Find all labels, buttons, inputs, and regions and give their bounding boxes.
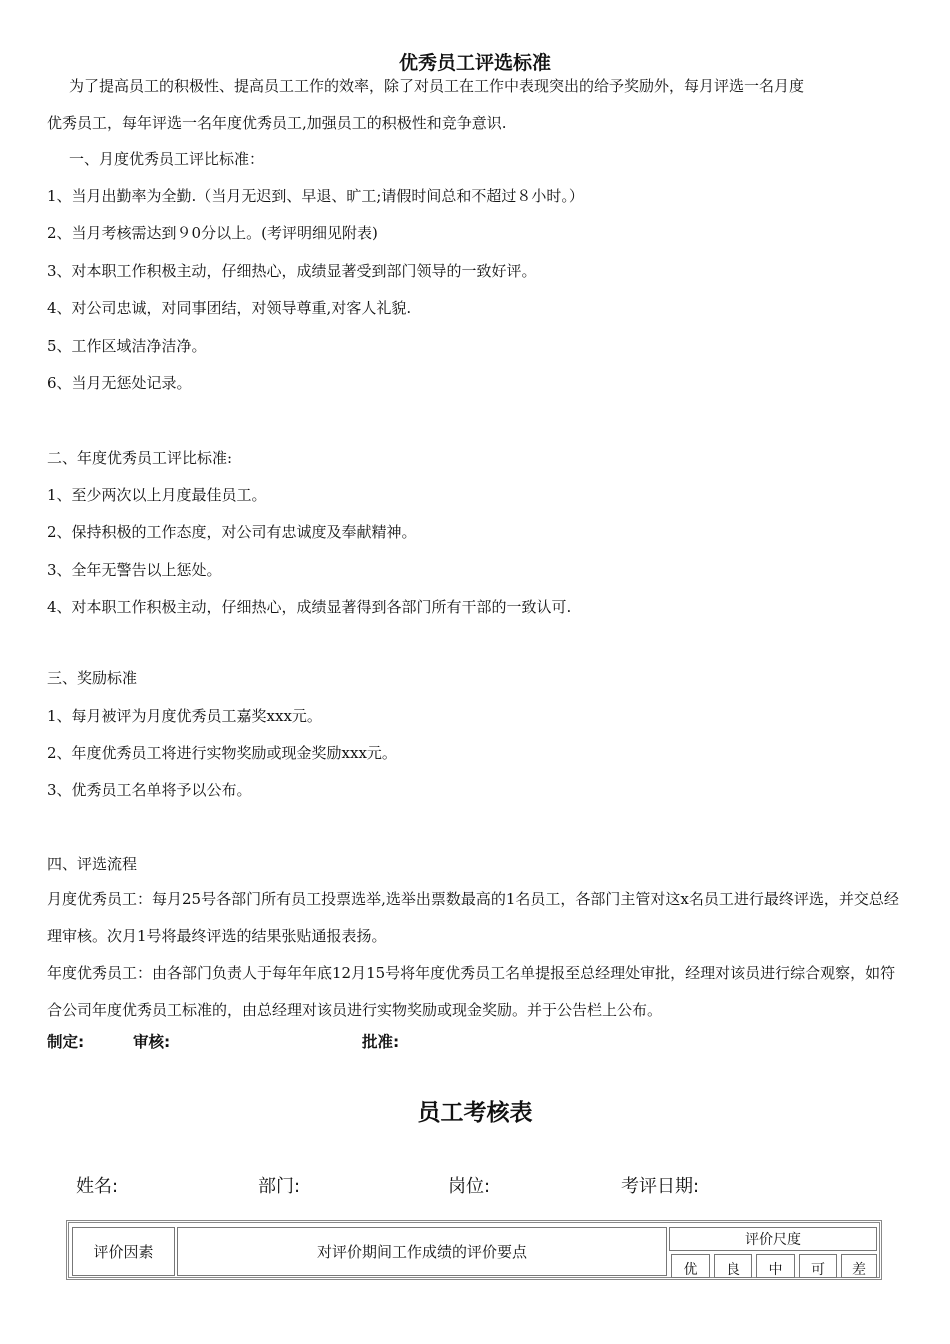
annual-item-2: 2、保持积极的工作态度，对公司有忠诚度及奉献精神。 xyxy=(47,523,417,541)
table-header-factor xyxy=(72,1227,175,1276)
field-post-label: 岗位: xyxy=(448,1176,491,1197)
grade-good xyxy=(714,1254,752,1278)
monthly-item-1: 1、当月出勤率为全勤.（当月无迟到、早退、旷工;请假时间总和不超过８小时。） xyxy=(47,187,584,205)
process-annual-text: 年度优秀员工：由各部门负责人于每年年底12月15号将年度优秀员工名单提报至总经理处审批，经理对该员进行综合观察，如符合公司年度优秀员工标准的，由总经理对该员进行实物奖励或现金奖励。并于公告栏上公布。 xyxy=(47,964,896,1019)
grade-average-text: 中 xyxy=(768,1262,783,1278)
monthly-item-5: 5、工作区域洁净洁净。 xyxy=(47,337,207,355)
monthly-heading: 一、月度优秀员工评比标准： xyxy=(69,150,265,168)
grade-fair xyxy=(799,1254,837,1278)
table-header-scale-text: 评价尺度 xyxy=(745,1232,801,1248)
signoff-made: 制定: xyxy=(47,1033,85,1051)
process-monthly-text: 月度优秀员工：每月25号各部门所有员工投票选举,选举出票数最高的1名员工，各部门主管对这x名员工进行最终评选，并交总经理审核。次月1号将最终评选的结果张贴通报表扬。 xyxy=(47,890,899,945)
field-date-label: 考评日期: xyxy=(621,1176,700,1197)
monthly-item-3: 3、对本职工作积极主动，仔细热心，成绩显著受到部门领导的一致好评。 xyxy=(47,262,537,280)
field-dept-label: 部门: xyxy=(258,1176,301,1197)
grade-excellent-text: 优 xyxy=(683,1262,698,1278)
table-header-scale xyxy=(669,1227,877,1251)
reward-item-1: 1、每月被评为月度优秀员工嘉奖xxx元。 xyxy=(47,707,322,725)
annual-item-4: 4、对本职工作积极主动，仔细热心，成绩显著得到各部门所有干部的一致认可. xyxy=(47,598,572,616)
grade-poor xyxy=(841,1254,877,1278)
grade-excellent xyxy=(671,1254,710,1278)
reward-item-2: 2、年度优秀员工将进行实物奖励或现金奖励xxx元。 xyxy=(47,744,397,762)
field-name-label: 姓名: xyxy=(76,1176,119,1197)
signoff-approve: 批准: xyxy=(362,1033,400,1051)
doc-title: 优秀员工评选标准 xyxy=(398,52,551,74)
grade-average xyxy=(756,1254,795,1278)
grade-good-text: 良 xyxy=(726,1262,740,1278)
table-header-factor-text: 评价因素 xyxy=(93,1243,154,1261)
annual-heading: 二、年度优秀员工评比标准: xyxy=(47,449,233,467)
table-header-points xyxy=(177,1227,667,1276)
reward-item-3: 3、优秀员工名单将予以公布。 xyxy=(47,781,252,799)
grade-fair-text: 可 xyxy=(811,1262,825,1278)
monthly-item-4: 4、对公司忠诚，对同事团结，对领导尊重,对客人礼貌. xyxy=(47,299,412,317)
monthly-item-6: 6、当月无惩处记录。 xyxy=(47,374,192,392)
table-header-points-text: 对评价期间工作成绩的评价要点 xyxy=(316,1243,527,1261)
intro-paragraph xyxy=(47,68,907,142)
intro-line-2: 优秀员工，每年评选一名年度优秀员工,加强员工的积极性和竞争意识. xyxy=(47,114,507,132)
annual-item-3: 3、全年无警告以上惩处。 xyxy=(47,561,222,579)
reward-heading: 三、奖励标准 xyxy=(47,669,138,687)
annual-item-1: 1、至少两次以上月度最佳员工。 xyxy=(47,486,267,504)
monthly-item-2: 2、当月考核需达到９0分以上。(考评明细见附表) xyxy=(47,224,378,242)
assessment-table xyxy=(66,1220,882,1280)
process-heading: 四、评选流程 xyxy=(47,855,138,873)
grade-poor-text: 差 xyxy=(852,1262,866,1278)
signoff-review: 审核: xyxy=(133,1033,171,1051)
form-title: 员工考核表 xyxy=(417,1100,533,1126)
intro-line-1: 为了提高员工的积极性、提高员工工作的效率，除了对员工在工作中表现突出的给予奖励外，每月评选一名月度 xyxy=(69,77,805,95)
